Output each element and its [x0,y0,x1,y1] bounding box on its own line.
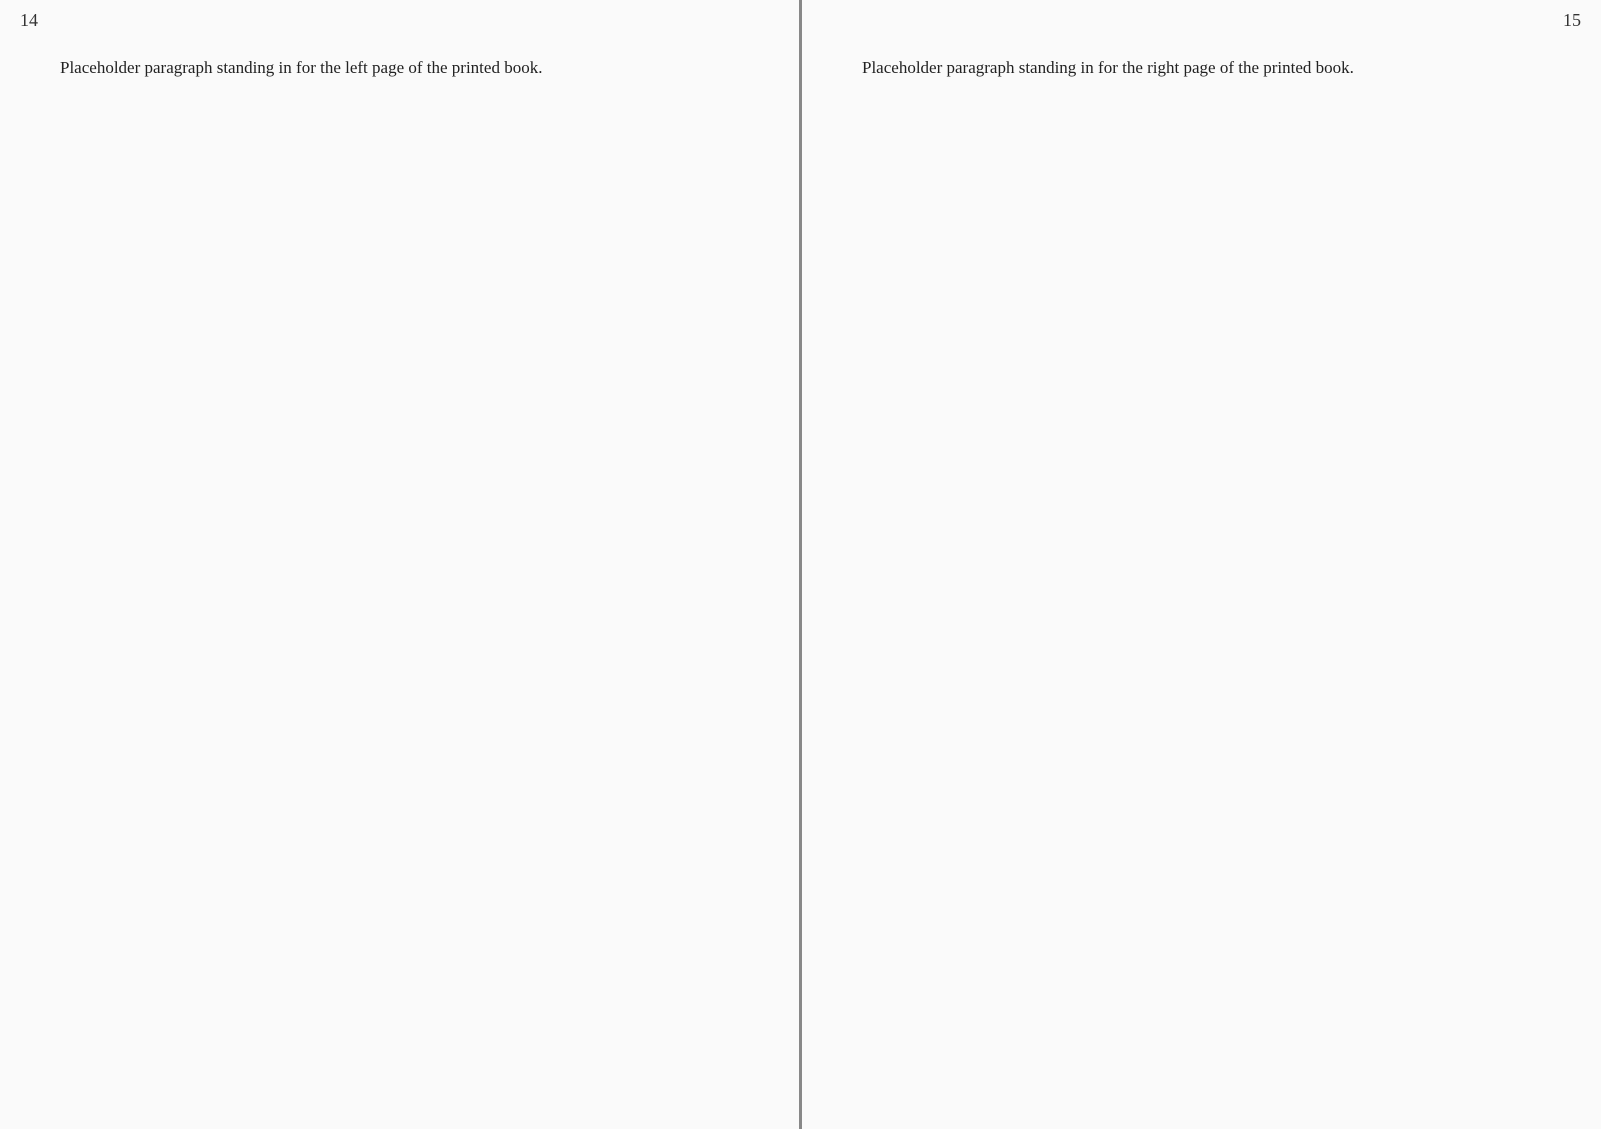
right-page-text: Placeholder paragraph standing in for the right page of the printed book. [862,58,1354,77]
left-page [0,0,799,1129]
right-page [799,0,1601,1129]
right-page-number: 15 [1563,10,1581,30]
left-page-text: Placeholder paragraph standing in for the left page of the printed book. [60,58,543,77]
left-page-number: 14 [20,10,38,30]
